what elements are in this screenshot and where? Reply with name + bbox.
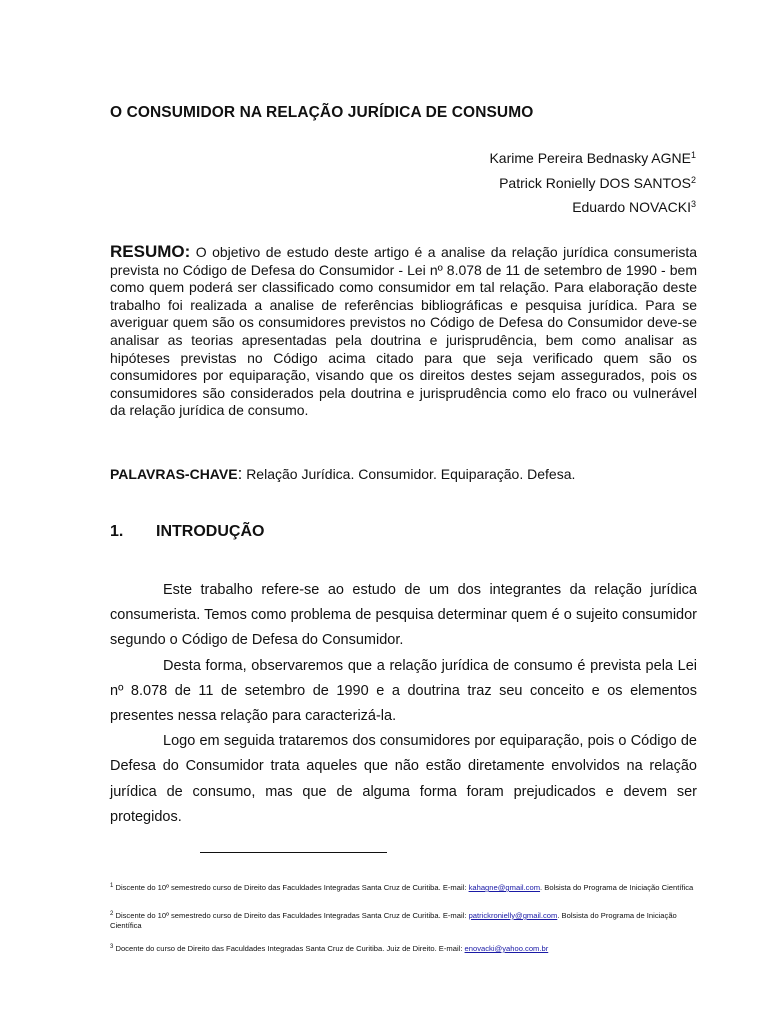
keywords-colon: : bbox=[237, 464, 243, 483]
paragraph: Desta forma, observaremos que a relação jurídica de consumo é prevista pela Lei nº 8.078 de 11 de setembro de 1990 e a doutrina traz seu conceito e os elementos presentes nessa relação para caracterizá-la. bbox=[110, 657, 697, 725]
section-heading bbox=[110, 523, 264, 541]
email-link[interactable]: enovacki@yahoo.com.br bbox=[464, 944, 549, 953]
author-name: Patrick Ronielly DOS SANTOS bbox=[499, 174, 691, 191]
footnote-1 bbox=[110, 883, 698, 893]
abstract-text: O objetivo de estudo deste artigo é a analise da relação jurídica consumerista prevista no Código de Defesa do Consumidor - Lei nº 8.078 de 11 de setembro de 1990 - bem como quem poderá ser classificado como consumidor em tal relação. Para elaboração deste trabalho foi realizada a analise de referências bibliográficas e pesquisa jurídica. Para se averiguar quem são os consumidores previstos no Código de Defesa do Consumidor deve-se analisar as teorias apresentadas pela doutrina e jurisprudência, bem como analisar as hipóteses previstas no Código acima citado para que seja verificado quem são os consumidores por equiparação, visando que os direitos destes sejam assegurados, pois os consumidores são considerados pela doutrina e jurisprudência como elo fraco ou vulnerável da relação jurídica de consumo. bbox=[110, 244, 697, 419]
author-2 bbox=[489, 171, 696, 196]
keywords bbox=[110, 464, 710, 484]
abstract-label: RESUMO: bbox=[110, 242, 191, 261]
abstract bbox=[110, 243, 697, 420]
footnote-separator bbox=[200, 852, 387, 853]
footnote-text: Discente do 10º semestredo curso de Direito das Faculdades Integradas Santa Cruz de Curitiba. E-mail: bbox=[115, 911, 469, 920]
email-link[interactable]: kahagne@gmail.com bbox=[468, 883, 541, 892]
footnote-number: 2 bbox=[110, 911, 114, 917]
keywords-label: PALAVRAS-CHAVE bbox=[110, 466, 238, 482]
author-name: Karime Pereira Bednasky AGNE bbox=[489, 150, 691, 166]
paragraph: Este trabalho refere-se ao estudo de um dos integrantes da relação jurídica consumerista. Temos como problema de pesquisa determinar quem é o sujeito consumidor segundo o Código de Defesa do Consumidor. bbox=[110, 582, 697, 649]
author-3 bbox=[489, 195, 696, 220]
paper-title: O CONSUMIDOR NA RELAÇÃO JURÍDICA DE CONSUMO bbox=[110, 104, 534, 121]
section-title: INTRODUÇÃO bbox=[156, 523, 265, 540]
author-name: Eduardo NOVACKI bbox=[572, 199, 691, 215]
footnote-ref[interactable]: 2 bbox=[690, 174, 696, 185]
footnote-2 bbox=[110, 911, 698, 930]
keywords-text: Relação Jurídica. Consumidor. Equiparação. Defesa. bbox=[246, 466, 576, 482]
footnote-ref[interactable]: 3 bbox=[690, 199, 696, 209]
footnote-number: 3 bbox=[110, 944, 114, 950]
author-list bbox=[489, 146, 696, 220]
body-text bbox=[110, 578, 697, 830]
footnote-text: . Bolsista do Programa de Iniciação Científica bbox=[540, 883, 694, 892]
footnote-text: Docente do curso de Direito das Faculdades Integradas Santa Cruz de Curitiba. Juiz de Direito. E-mail: bbox=[115, 944, 465, 953]
footnote-ref[interactable]: 1 bbox=[690, 150, 696, 160]
footnote-text: Discente do 10º semestredo curso de Direito das Faculdades Integradas Santa Cruz de Curitiba. E-mail: bbox=[115, 883, 469, 892]
section-number: 1. bbox=[110, 523, 124, 540]
email-link[interactable]: patrickronielly@gmail.com bbox=[468, 911, 558, 920]
author-1 bbox=[489, 146, 696, 171]
footnote-3 bbox=[110, 944, 698, 954]
footnote-text: . Bolsista do Programa de Iniciação Científica bbox=[110, 911, 677, 930]
footnote-number: 1 bbox=[110, 883, 114, 889]
paragraph: Logo em seguida trataremos dos consumidores por equiparação, pois o Código de Defesa do Consumidor trata aqueles que não estão diretamente envolvidos na relação jurídica de consumo, mas que de alguma forma foram prejudicados e devem ser protegidos. bbox=[110, 733, 697, 825]
